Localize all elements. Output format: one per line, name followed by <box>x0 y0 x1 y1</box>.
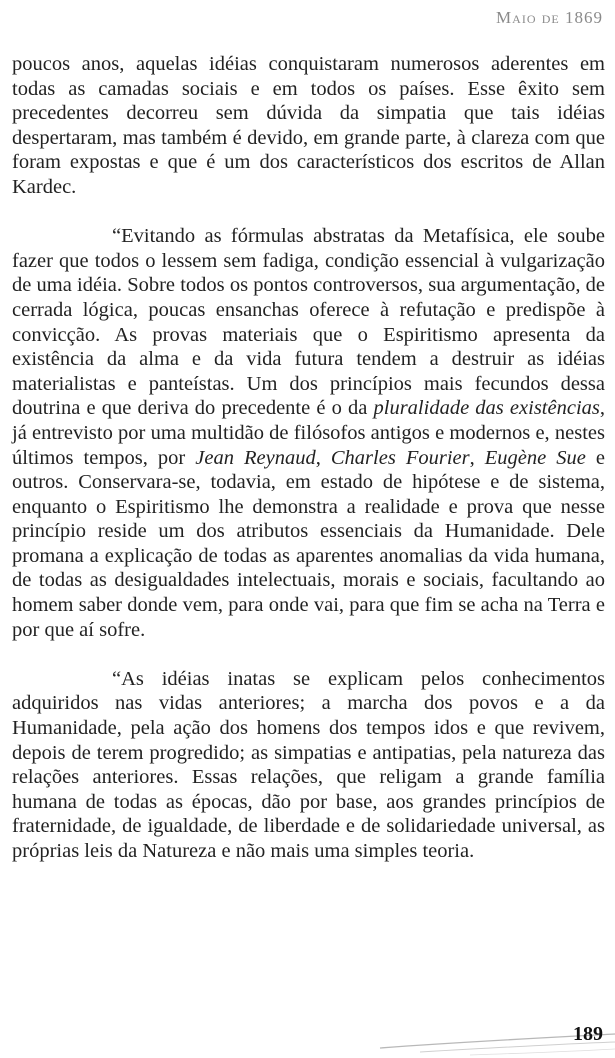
separator: , <box>315 446 331 469</box>
paragraph-text: poucos anos, aquelas idéias conquistaram numerosos aderentes em todas as camadas sociais e em todos os países. Esse êxito sem precedentes decorreu sem dúvida da simpatia que tais idéias despertaram, mas também é devido, em grande parte, à clareza com que foram expostas e que é um dos característicos dos escritos de Allan Kardec. <box>12 53 605 198</box>
running-head: Maio de 1869 <box>496 8 603 27</box>
separator: , <box>469 446 485 469</box>
paragraph-text: e outros. Conservara-se, todavia, em estado de hipótese e de sistema, enquanto o Espiritismo lhe demonstra a realidade e prova que nesse princípio reside um dos atributos essenciais da Humanidade. Dele promana a explicação de todas as aparentes anomalias da vida humana, de todas as desigualdades intelectuais, morais e sociais, facultando ao homem saber donde vem, para onde vai, para que fim se acha na Terra e por que aí sofre. <box>12 446 606 641</box>
page-footer <box>0 1008 615 1058</box>
paragraph-text: “As idéias inatas se explicam pelos conhecimentos adquiridos nas vidas anteriores; a marcha dos povos e a da Humanidade, pela ação dos homens dos tempos idos e que revivem, depois de terem progredido; as simpatias e antipatias, pela natureza das relações anteriores. Essas relações, que religam a grande família humana de todas as épocas, dão por base, aos grandes princípios de fraternidade, de igualdade, de liberdade e de solidariedade universal, as próprias leis da Natureza e não mais uma simples teoria. <box>12 667 605 862</box>
emphasis-term: pluralidade das existências <box>373 397 600 420</box>
paragraph-text: “Evitando as fórmulas abstratas da Metafísica, ele soube fazer que todos o lessem sem fadiga, condição essencial à vulgarização de uma idéia. Sobre todos os pontos controversos, sua argumentação, de cerrada lógica, poucas ensanchas oferece à refutação e predispõe à convicção. As provas materiais que o Espiritismo apresenta da existência da alma e da vida futura tendem a destruir as idéias materialistas e panteístas. Um dos princípios mais fecundos dessa doutrina e que deriva do precedente é o da <box>12 225 605 420</box>
author-name: Jean Reynaud <box>195 446 316 469</box>
body-text <box>12 52 605 888</box>
author-name: Charles Fourier <box>330 446 470 469</box>
paragraph-quote <box>12 667 605 864</box>
decorative-swoosh <box>0 1008 615 1058</box>
paragraph <box>12 52 605 200</box>
paragraph-quote <box>12 224 605 642</box>
page-number: 189 <box>573 1023 603 1045</box>
author-name: Eugène Sue <box>484 446 586 469</box>
paragraph-text: , já entrevisto por uma multidão de filósofos antigos e modernos e, nestes últimos tempos, por <box>12 397 605 469</box>
